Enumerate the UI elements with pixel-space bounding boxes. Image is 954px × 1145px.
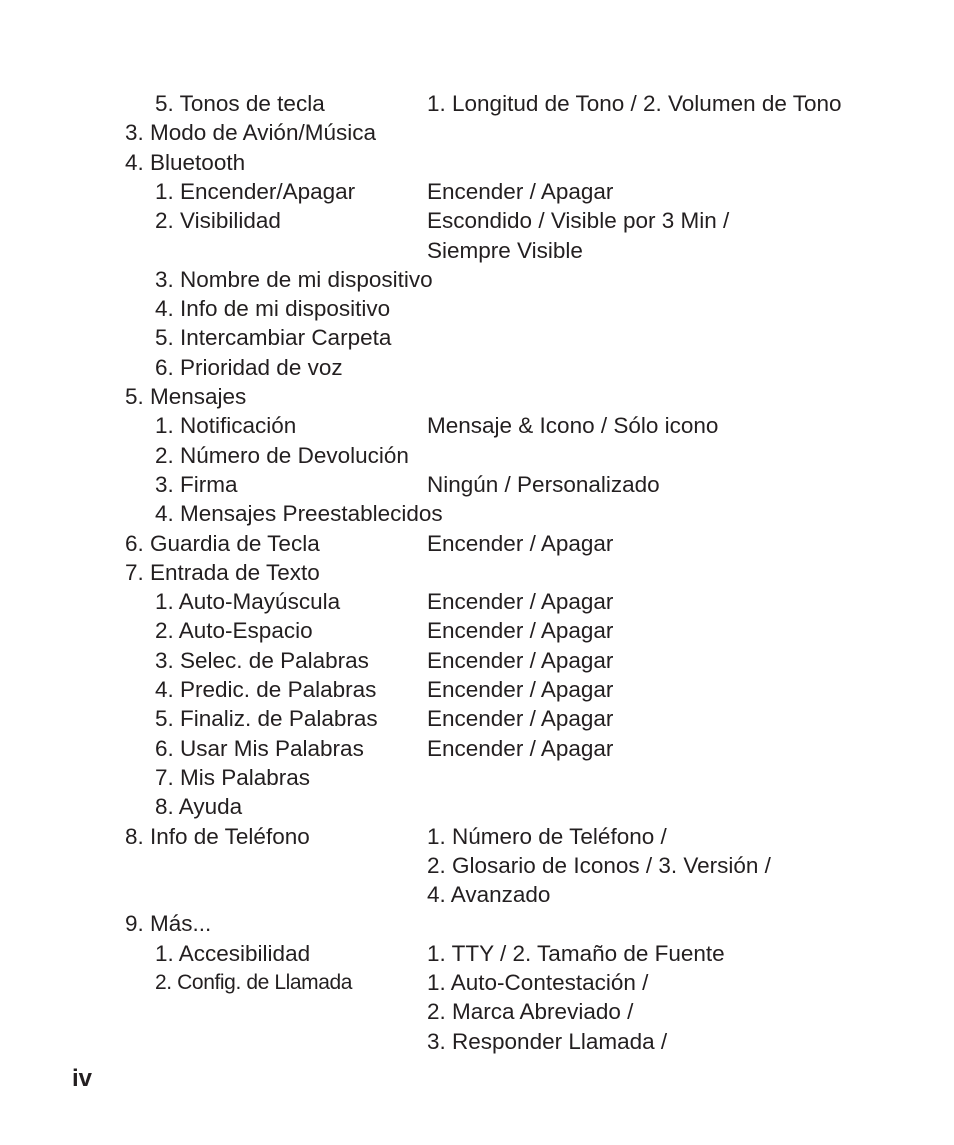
menu-item-label: 7. Mis Palabras xyxy=(155,765,311,790)
menu-item-options: Encender / Apagar xyxy=(427,677,614,702)
menu-item-options: Encender / Apagar xyxy=(427,648,614,673)
menu-item-options: 2. Glosario de Iconos / 3. Versión / xyxy=(427,853,771,878)
menu-item-label: 5. Intercambiar Carpeta xyxy=(155,325,392,350)
menu-item-label: 2. Número de Devolución xyxy=(155,443,409,468)
menu-item-options: 1. TTY / 2. Tamaño de Fuente xyxy=(427,941,725,966)
menu-item-options: Encender / Apagar xyxy=(427,618,614,643)
menu-item-label: 2. Visibilidad xyxy=(155,208,281,233)
menu-item-options: Encender / Apagar xyxy=(427,179,614,204)
menu-item-options: 4. Avanzado xyxy=(427,882,551,907)
menu-item-label: 2. Auto-Espacio xyxy=(155,618,313,643)
menu-item-options: 3. Responder Llamada / xyxy=(427,1029,668,1054)
menu-item-label: 7. Entrada de Texto xyxy=(125,560,320,585)
menu-item-label: 3. Nombre de mi dispositivo xyxy=(155,267,433,292)
menu-item-label: 4. Predic. de Palabras xyxy=(155,677,377,702)
menu-item-label: 9. Más... xyxy=(125,911,212,936)
menu-item-options: Siempre Visible xyxy=(427,238,583,263)
menu-item-options: Encender / Apagar xyxy=(427,531,614,556)
page-number: iv xyxy=(72,1065,93,1092)
menu-item-label: 8. Ayuda xyxy=(155,794,243,819)
menu-item-label: 1. Auto-Mayúscula xyxy=(155,589,341,614)
menu-item-label: 1. Encender/Apagar xyxy=(155,179,356,204)
menu-item-label: 1. Notificación xyxy=(155,413,297,438)
menu-item-options: Encender / Apagar xyxy=(427,589,614,614)
menu-item-options: Encender / Apagar xyxy=(427,736,614,761)
menu-item-label: 4. Mensajes Preestablecidos xyxy=(155,501,443,526)
menu-item-options: Encender / Apagar xyxy=(427,706,614,731)
menu-item-label: 5. Finaliz. de Palabras xyxy=(155,706,378,731)
menu-item-label: 2. Config. de Llamada xyxy=(155,971,353,994)
menu-item-label: 3. Modo de Avión/Música xyxy=(125,120,376,145)
menu-item-options: 1. Auto-Contestación / xyxy=(427,970,649,995)
menu-item-label: 1. Accesibilidad xyxy=(155,941,311,966)
menu-item-options: 1. Número de Teléfono / xyxy=(427,824,667,849)
menu-item-label: 6. Usar Mis Palabras xyxy=(155,736,364,761)
menu-item-label: 4. Bluetooth xyxy=(125,150,246,175)
menu-item-options: Mensaje & Icono / Sólo icono xyxy=(427,413,719,438)
menu-item-label: 6. Prioridad de voz xyxy=(155,355,343,380)
menu-item-options: 2. Marca Abreviado / xyxy=(427,999,634,1024)
menu-item-label: 8. Info de Teléfono xyxy=(125,824,310,849)
menu-item-options: 1. Longitud de Tono / 2. Volumen de Tono xyxy=(427,91,842,116)
menu-item-label: 4. Info de mi dispositivo xyxy=(155,296,391,321)
menu-item-label: 5. Tonos de tecla xyxy=(155,91,325,116)
menu-item-options: Ningún / Personalizado xyxy=(427,472,660,497)
menu-item-label: 3. Firma xyxy=(155,472,238,497)
menu-item-options: Escondido / Visible por 3 Min / xyxy=(427,208,730,233)
menu-item-label: 3. Selec. de Palabras xyxy=(155,648,369,673)
menu-item-label: 6. Guardia de Tecla xyxy=(125,531,320,556)
menu-item-label: 5. Mensajes xyxy=(125,384,247,409)
